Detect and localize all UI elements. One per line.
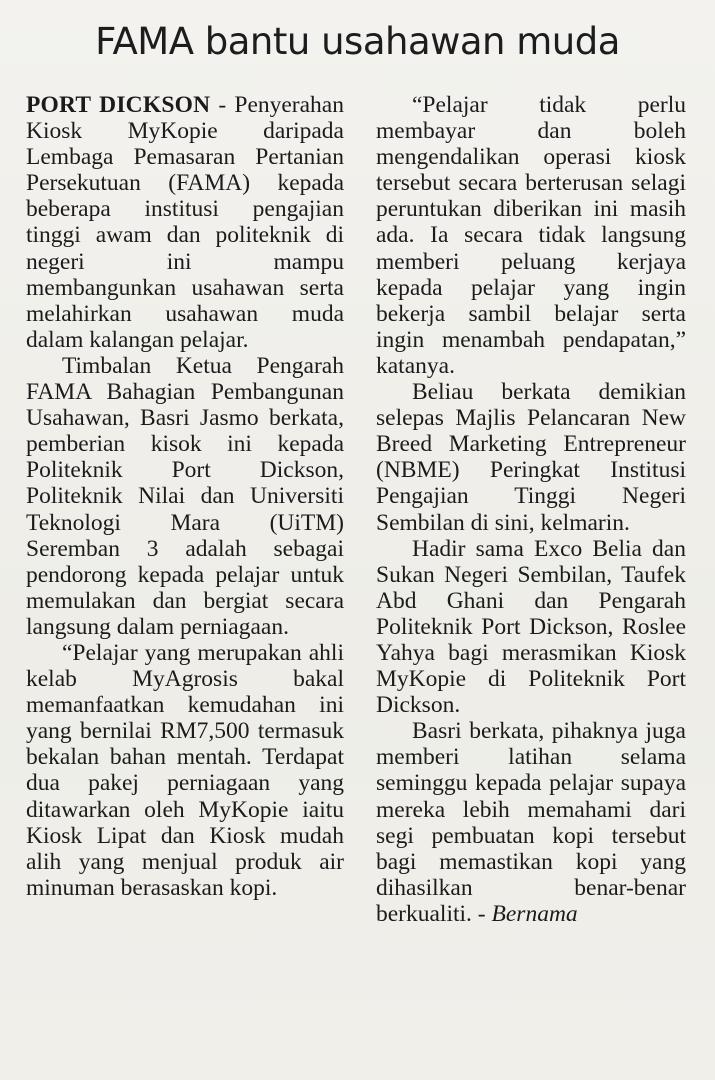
byline: Bernama xyxy=(491,900,578,927)
paragraph-text: - Penyerahan Kiosk MyKopie daripada Lembaga Pemasaran Pertanian Persekutuan (FAMA) kepada beberapa institusi pengajian tinggi awam dan politeknik di negeri ini mampu membangunkan usahawan serta melahirkan usahawan muda dalam kalangan pelajar. xyxy=(26,92,344,353)
article-paragraph: “Pelajar tidak perlu membayar dan boleh mengendalikan operasi kiosk tersebut secara berterusan selagi peruntukan diberikan ini masih ada. Ia secara tidak langsung memberi peluang kerjaya kepada pelajar yang ingin bekerja sambil belajar serta ingin menambah pendapatan,” katanya. xyxy=(376,92,686,379)
article-column-right xyxy=(376,92,686,927)
article-paragraph: Hadir sama Exco Belia dan Sukan Negeri Sembilan, Taufek Abd Ghani dan Pengarah Politeknik Port Dickson, Roslee Yahya bagi merasmikan Kiosk MyKopie di Politeknik Port Dickson. xyxy=(376,535,686,719)
article-paragraph xyxy=(376,718,686,927)
article-paragraph: Timbalan Ketua Pengarah FAMA Bahagian Pembangunan Usahawan, Basri Jasmo berkata, pemberian kisok ini kepada Politeknik Port Dickson, Politeknik Nilai dan Universiti Teknologi Mara (UiTM) Seremban 3 adalah sebagai pendorong kepada pelajar untuk memulakan dan bergiat secara langsung dalam perniagaan. xyxy=(26,352,344,640)
article-paragraph: “Pelajar yang merupakan ahli kelab MyAgrosis bakal memanfaatkan kemudahan ini yang bernilai RM7,500 termasuk bekalan bahan mentah. Terdapat dua pakej perniagaan yang ditawarkan oleh MyKopie iaitu Kiosk Lipat dan Kiosk mudah alih yang menjual produk air minuman berasaskan kopi. xyxy=(26,639,344,901)
dateline: PORT DICKSON xyxy=(26,92,211,118)
article-paragraph xyxy=(26,92,344,353)
headline: FAMA bantu usahawan muda xyxy=(95,20,620,63)
article-column-left xyxy=(26,92,344,901)
article-paragraph: Beliau berkata demikian selepas Majlis Pelancaran New Breed Marketing Entrepreneur (NBME) Peringkat Institusi Pengajian Tinggi Negeri Sembilan di sini, kelmarin. xyxy=(376,379,686,536)
paragraph-text: Basri berkata, pihaknya juga memberi latihan selama seminggu kepada pelajar supaya mereka lebih memahami dari segi pembuatan kopi tersebut bagi memastikan kopi yang dihasilkan benar-benar berkualiti. - xyxy=(376,718,686,927)
